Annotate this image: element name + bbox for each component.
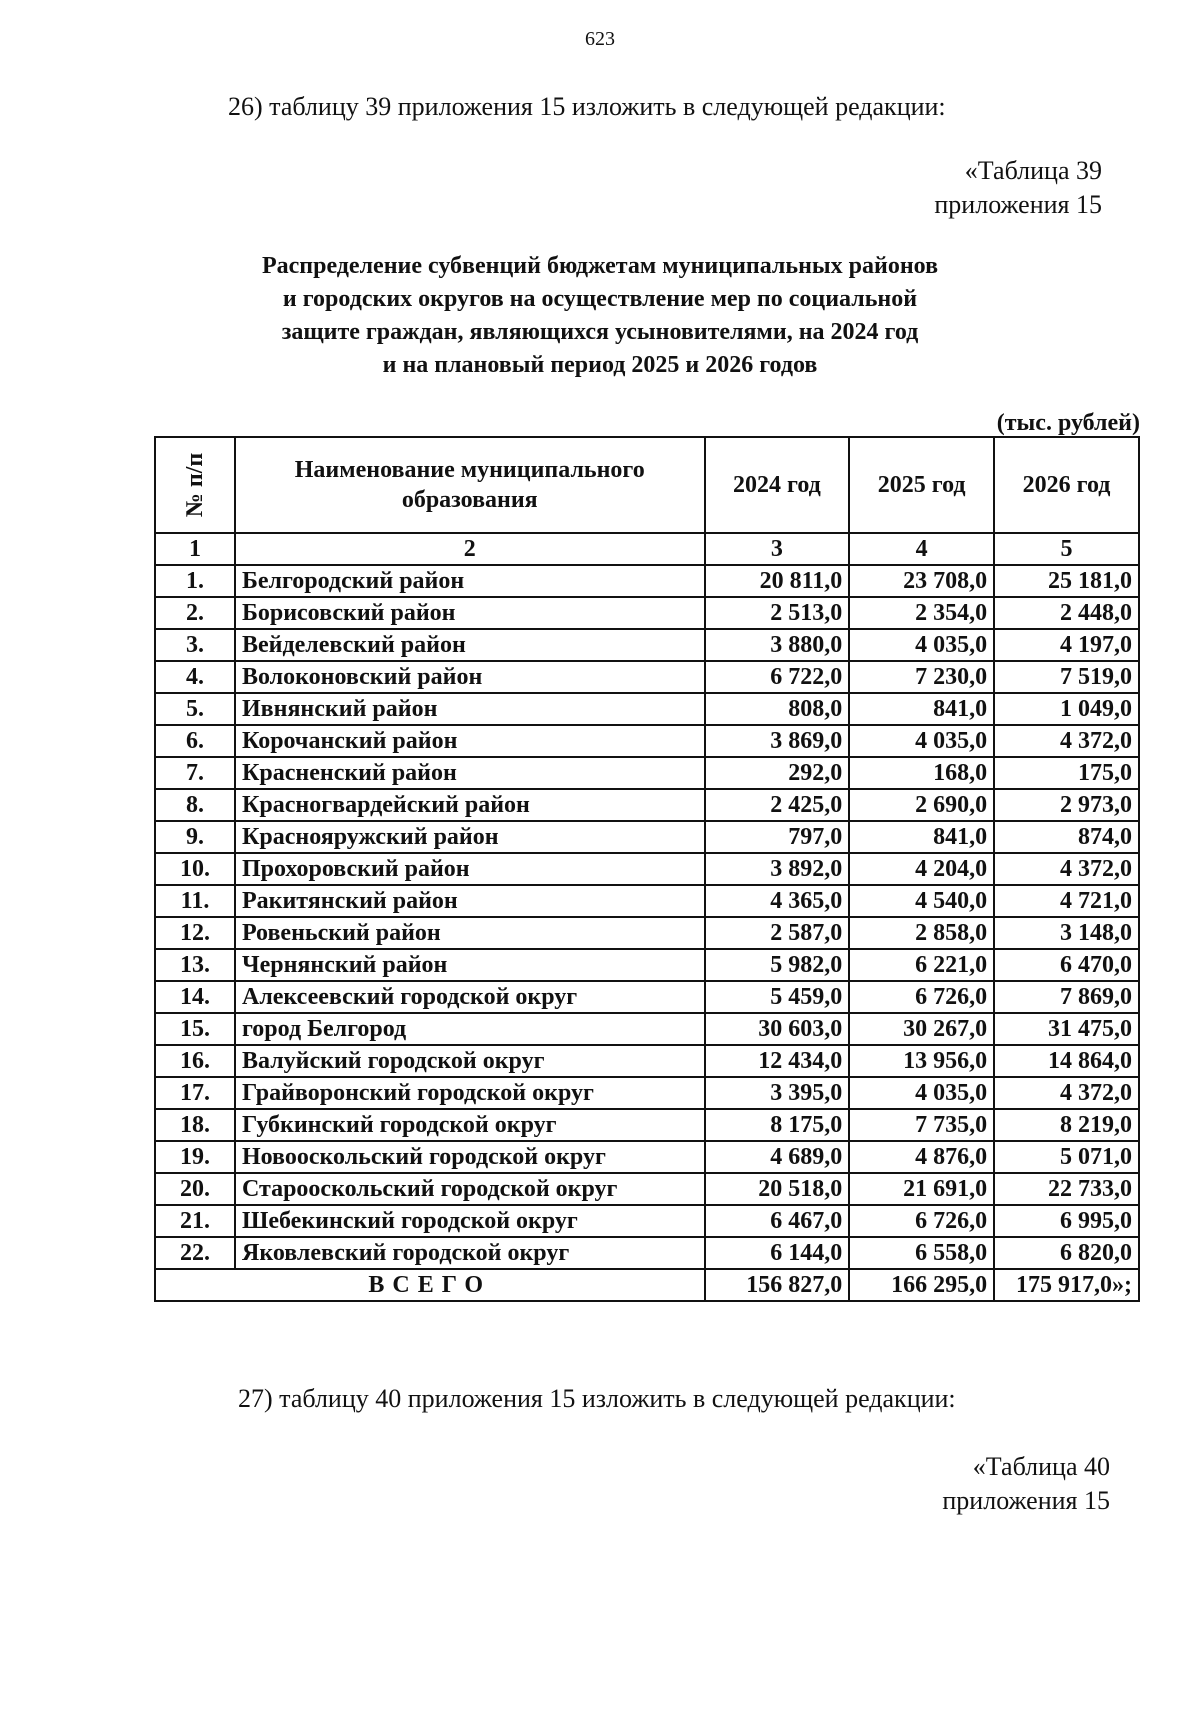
- row-value-2025: 23 708,0: [849, 565, 994, 597]
- row-value-2026: 2 448,0: [994, 597, 1139, 629]
- row-number: 16.: [155, 1045, 235, 1077]
- header-num-label: № п/п: [181, 452, 208, 518]
- row-name: Грайворонский городской округ: [235, 1077, 705, 1109]
- row-value-2025: 841,0: [849, 693, 994, 725]
- table-row: [155, 853, 1139, 885]
- table-title: [150, 250, 1050, 382]
- row-value-2026: 4 372,0: [994, 725, 1139, 757]
- row-number: 11.: [155, 885, 235, 917]
- row-name: Ракитянский район: [235, 885, 705, 917]
- row-name: Борисовский район: [235, 597, 705, 629]
- table-row: [155, 565, 1139, 597]
- column-index-cell: 4: [849, 533, 994, 565]
- row-value-2026: 2 973,0: [994, 789, 1139, 821]
- row-name: Новооскольский городской округ: [235, 1141, 705, 1173]
- table-40-ref-line2: приложения 15: [942, 1486, 1110, 1515]
- row-name: Ровеньский район: [235, 917, 705, 949]
- row-value-2024: 4 365,0: [705, 885, 850, 917]
- row-value-2024: 8 175,0: [705, 1109, 850, 1141]
- row-value-2024: 5 982,0: [705, 949, 850, 981]
- row-number: 17.: [155, 1077, 235, 1109]
- row-value-2024: 808,0: [705, 693, 850, 725]
- row-number: 20.: [155, 1173, 235, 1205]
- row-value-2025: 7 230,0: [849, 661, 994, 693]
- row-value-2025: 168,0: [849, 757, 994, 789]
- row-name: Шебекинский городской округ: [235, 1205, 705, 1237]
- column-index-cell: 3: [705, 533, 850, 565]
- row-value-2025: 7 735,0: [849, 1109, 994, 1141]
- paragraph-27: 27) таблицу 40 приложения 15 изложить в следующей редакции:: [238, 1384, 956, 1413]
- row-value-2025: 4 035,0: [849, 1077, 994, 1109]
- table-row: [155, 1045, 1139, 1077]
- table-row: [155, 693, 1139, 725]
- row-number: 10.: [155, 853, 235, 885]
- row-value-2024: 30 603,0: [705, 1013, 850, 1045]
- row-value-2026: 6 470,0: [994, 949, 1139, 981]
- subvention-table: [154, 436, 1140, 1302]
- row-value-2025: 2 354,0: [849, 597, 994, 629]
- title-line4: и на плановый период 2025 и 2026 годов: [382, 352, 818, 378]
- units-label: (тыс. рублей): [996, 410, 1140, 436]
- total-2024: 156 827,0: [705, 1269, 850, 1301]
- table-row: [155, 597, 1139, 629]
- row-value-2024: 292,0: [705, 757, 850, 789]
- row-name: Старооскольский городской округ: [235, 1173, 705, 1205]
- row-value-2026: 25 181,0: [994, 565, 1139, 597]
- row-value-2025: 2 690,0: [849, 789, 994, 821]
- row-number: 13.: [155, 949, 235, 981]
- row-value-2024: 6 144,0: [705, 1237, 850, 1269]
- row-value-2025: 13 956,0: [849, 1045, 994, 1077]
- row-value-2024: 12 434,0: [705, 1045, 850, 1077]
- table-row: [155, 1205, 1139, 1237]
- row-value-2026: 6 995,0: [994, 1205, 1139, 1237]
- row-value-2026: 22 733,0: [994, 1173, 1139, 1205]
- header-name-line1: Наименование муниципального: [294, 457, 645, 483]
- row-value-2026: 7 869,0: [994, 981, 1139, 1013]
- table-row: [155, 1109, 1139, 1141]
- row-value-2025: 4 876,0: [849, 1141, 994, 1173]
- row-value-2024: 2 425,0: [705, 789, 850, 821]
- row-value-2025: 6 726,0: [849, 1205, 994, 1237]
- total-2025: 166 295,0: [849, 1269, 994, 1301]
- row-value-2024: 2 587,0: [705, 917, 850, 949]
- row-value-2025: 21 691,0: [849, 1173, 994, 1205]
- row-number: 21.: [155, 1205, 235, 1237]
- header-num: [155, 437, 235, 533]
- row-number: 5.: [155, 693, 235, 725]
- table-body: [155, 533, 1139, 1269]
- row-number: 15.: [155, 1013, 235, 1045]
- row-number: 18.: [155, 1109, 235, 1141]
- row-name: город Белгород: [235, 1013, 705, 1045]
- row-name: Волоконовский район: [235, 661, 705, 693]
- table-39-reference: [934, 154, 1102, 222]
- row-value-2026: 31 475,0: [994, 1013, 1139, 1045]
- row-value-2024: 3 395,0: [705, 1077, 850, 1109]
- column-index-cell: 2: [235, 533, 705, 565]
- row-number: 14.: [155, 981, 235, 1013]
- paragraph-26: 26) таблицу 39 приложения 15 изложить в следующей редакции:: [228, 92, 946, 121]
- row-name: Белгородский район: [235, 565, 705, 597]
- page-number: 623: [585, 28, 615, 50]
- row-value-2024: 6 722,0: [705, 661, 850, 693]
- row-name: Вейделевский район: [235, 629, 705, 661]
- total-label: ВСЕГО: [155, 1269, 705, 1301]
- row-number: 19.: [155, 1141, 235, 1173]
- table-row: [155, 981, 1139, 1013]
- row-value-2025: 6 221,0: [849, 949, 994, 981]
- row-name: Яковлевский городской округ: [235, 1237, 705, 1269]
- row-value-2026: 3 148,0: [994, 917, 1139, 949]
- row-name: Губкинский городской округ: [235, 1109, 705, 1141]
- row-value-2026: 1 049,0: [994, 693, 1139, 725]
- row-value-2026: 7 519,0: [994, 661, 1139, 693]
- row-number: 3.: [155, 629, 235, 661]
- title-line1: Распределение субвенций бюджетам муниципальных районов: [261, 253, 939, 279]
- column-index-cell: 1: [155, 533, 235, 565]
- total-row: [155, 1269, 1139, 1301]
- row-value-2025: 6 726,0: [849, 981, 994, 1013]
- row-value-2024: 6 467,0: [705, 1205, 850, 1237]
- row-value-2024: 5 459,0: [705, 981, 850, 1013]
- row-value-2025: 4 540,0: [849, 885, 994, 917]
- table-row: [155, 1141, 1139, 1173]
- header-2024: 2024 год: [705, 437, 850, 533]
- table-row: [155, 949, 1139, 981]
- row-number: 7.: [155, 757, 235, 789]
- table-row: [155, 757, 1139, 789]
- row-value-2026: 4 372,0: [994, 853, 1139, 885]
- table-row: [155, 1013, 1139, 1045]
- row-name: Ивнянский район: [235, 693, 705, 725]
- row-value-2024: 3 892,0: [705, 853, 850, 885]
- table-row: [155, 789, 1139, 821]
- row-value-2024: 3 869,0: [705, 725, 850, 757]
- row-value-2026: 8 219,0: [994, 1109, 1139, 1141]
- table-row: [155, 661, 1139, 693]
- row-value-2024: 2 513,0: [705, 597, 850, 629]
- table-40-ref-line1: «Таблица 40: [972, 1452, 1110, 1481]
- row-number: 2.: [155, 597, 235, 629]
- row-value-2024: 797,0: [705, 821, 850, 853]
- header-row: [155, 437, 1139, 533]
- table-row: [155, 629, 1139, 661]
- title-line3: защите граждан, являющихся усыновителями, на 2024 год: [281, 319, 919, 345]
- row-value-2026: 4 721,0: [994, 885, 1139, 917]
- row-value-2026: 175,0: [994, 757, 1139, 789]
- table-40-reference: [942, 1450, 1110, 1518]
- table-row: [155, 725, 1139, 757]
- row-value-2026: 5 071,0: [994, 1141, 1139, 1173]
- row-value-2024: 20 518,0: [705, 1173, 850, 1205]
- row-value-2026: 4 372,0: [994, 1077, 1139, 1109]
- header-2025: 2025 год: [849, 437, 994, 533]
- table-row: [155, 1237, 1139, 1269]
- row-number: 22.: [155, 1237, 235, 1269]
- total-2026: 175 917,0»;: [994, 1269, 1139, 1301]
- row-value-2026: 874,0: [994, 821, 1139, 853]
- row-value-2024: 20 811,0: [705, 565, 850, 597]
- row-value-2026: 6 820,0: [994, 1237, 1139, 1269]
- row-number: 1.: [155, 565, 235, 597]
- row-number: 9.: [155, 821, 235, 853]
- row-name: Красногвардейский район: [235, 789, 705, 821]
- row-value-2025: 4 204,0: [849, 853, 994, 885]
- row-value-2025: 30 267,0: [849, 1013, 994, 1045]
- row-number: 4.: [155, 661, 235, 693]
- table-row: [155, 885, 1139, 917]
- row-name: Алексеевский городской округ: [235, 981, 705, 1013]
- table-39-ref-line1: «Таблица 39: [964, 156, 1102, 185]
- table-row: [155, 1173, 1139, 1205]
- row-number: 12.: [155, 917, 235, 949]
- column-index-row: [155, 533, 1139, 565]
- header-name-line2: образования: [401, 487, 538, 513]
- row-name: Прохоровский район: [235, 853, 705, 885]
- row-name: Красненский район: [235, 757, 705, 789]
- row-name: Валуйский городской округ: [235, 1045, 705, 1077]
- row-number: 8.: [155, 789, 235, 821]
- title-line2: и городских округов на осуществление мер по социальной: [282, 286, 918, 312]
- table-row: [155, 917, 1139, 949]
- column-index-cell: 5: [994, 533, 1139, 565]
- row-value-2025: 4 035,0: [849, 629, 994, 661]
- table-row: [155, 1077, 1139, 1109]
- row-value-2025: 841,0: [849, 821, 994, 853]
- row-name: Краснояружский район: [235, 821, 705, 853]
- row-name: Чернянский район: [235, 949, 705, 981]
- row-value-2025: 4 035,0: [849, 725, 994, 757]
- row-value-2025: 6 558,0: [849, 1237, 994, 1269]
- table-row: [155, 821, 1139, 853]
- row-value-2025: 2 858,0: [849, 917, 994, 949]
- row-name: Корочанский район: [235, 725, 705, 757]
- row-value-2024: 3 880,0: [705, 629, 850, 661]
- table-39-ref-line2: приложения 15: [934, 190, 1102, 219]
- row-value-2024: 4 689,0: [705, 1141, 850, 1173]
- row-value-2026: 4 197,0: [994, 629, 1139, 661]
- header-2026: 2026 год: [994, 437, 1139, 533]
- header-name: [235, 437, 705, 533]
- row-value-2026: 14 864,0: [994, 1045, 1139, 1077]
- row-number: 6.: [155, 725, 235, 757]
